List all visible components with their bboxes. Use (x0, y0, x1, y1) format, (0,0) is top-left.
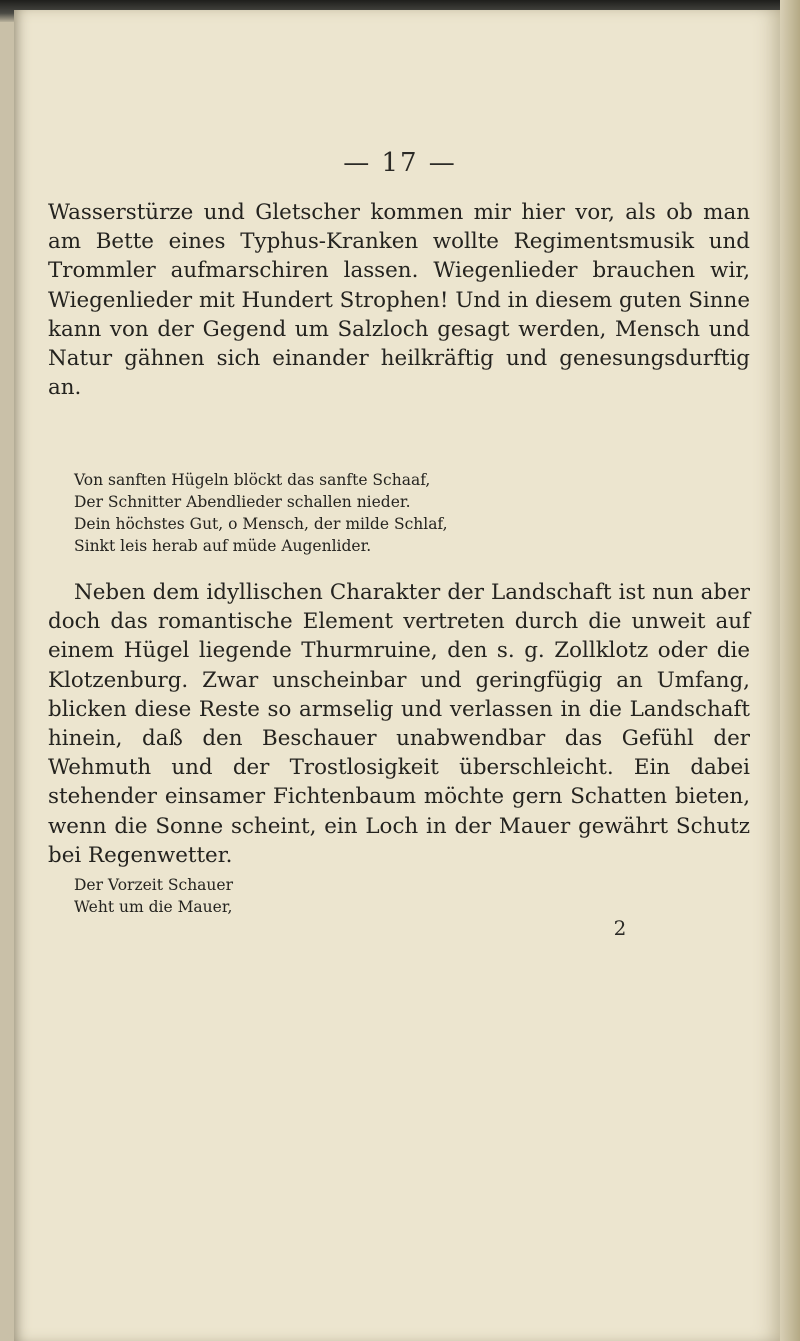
paragraph-1: Wasserstürze und Gletscher kommen mir hier vor, als ob man am Bette eines Typhus-Kranken wollte Regimentsmusik und Trommler aufmarschiren lassen. Wiegenlieder brauchen wir, Wiegenlieder mit Hundert Strophen! Und in diesem guten Sinne kann von der Gegend um Salzloch gesagt werden, Mensch und Natur gähnen sich einander heilkräftig und genesungsdurftig an. (48, 200, 750, 401)
verse-line: Weht um die Mauer, (74, 898, 233, 916)
verse-line: Der Vorzeit Schauer (74, 876, 233, 894)
verse-line: Der Schnitter Abendlieder schallen nieder. (74, 493, 411, 511)
signature-mark: 2 (613, 916, 627, 940)
page-number: — 17 — (343, 148, 457, 178)
verse-block-1 (74, 469, 674, 557)
verse-line: Dein höchstes Gut, o Mensch, der milde Schlaf, (74, 515, 448, 533)
verse-line: Von sanften Hügeln blöckt das sanfte Schaaf, (74, 471, 431, 489)
paragraph-2: Neben dem idyllischen Charakter der Landschaft ist nun aber doch das romantische Element vertreten durch die unweit auf einem Hügel liegende Thurmruine, den s. g. Zollklotz oder die Klotzenburg. Zwar unscheinbar und geringfügig an Umfang, blicken diese Reste so armselig und verlassen in die Landschaft hinein, daß den Beschauer unabwendbar das Gefühl der Wehmuth und der Trostlosigkeit überschleicht. Ein dabei stehender einsamer Fichtenbaum möchte gern Schatten bieten, wenn die Sonne scheint, ein Loch in der Mauer gewährt Schutz bei Regenwetter. (48, 580, 750, 868)
verse-block-2 (74, 874, 674, 918)
verse-line: Sinkt leis herab auf müde Augenlider. (74, 537, 372, 555)
page-edge-right (780, 0, 800, 1341)
